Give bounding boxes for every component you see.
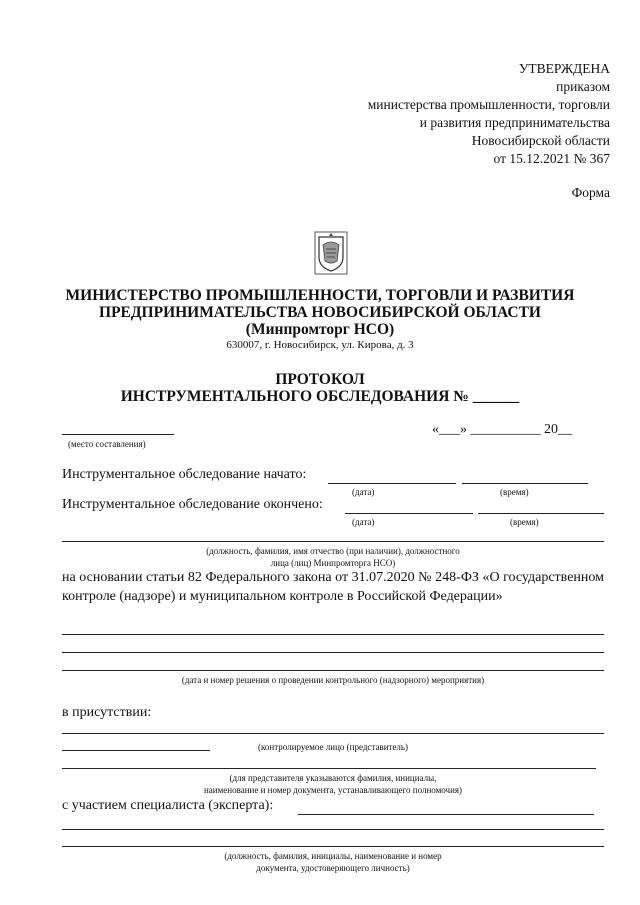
representative-caption-2: наименование и номер документа, устанавливающего полномочия) — [203, 785, 463, 795]
approval-date-number: от 15.12.2021 № 367 — [493, 151, 610, 166]
end-date-caption: (дата) — [352, 517, 375, 527]
expert-line-2[interactable] — [62, 829, 604, 830]
approval-ministry: министерства промышленности, торговли — [367, 97, 610, 112]
decision-line-2[interactable] — [62, 652, 604, 653]
start-time-line[interactable] — [462, 483, 588, 484]
start-date-line[interactable] — [328, 483, 456, 484]
expert-caption-1: (должность, фамилия, инициалы, наименование и номер — [224, 851, 442, 861]
date-field[interactable]: «___» __________ 20__ — [432, 422, 572, 437]
approval-order: приказом — [556, 79, 610, 94]
decision-line-1[interactable] — [62, 634, 604, 635]
approval-ministry-2: и развития предпринимательства — [419, 115, 610, 130]
expert-label: с участием специалиста (эксперта): — [62, 798, 274, 813]
representative-line[interactable] — [62, 768, 596, 769]
started-label: Инструментальное обследование начато: — [62, 467, 307, 482]
approval-region: Новосибирской области — [471, 133, 610, 148]
start-date-caption: (дата) — [352, 487, 375, 497]
start-time-caption: (время) — [500, 487, 529, 497]
expert-caption-2: документа, удостоверяющего личность) — [256, 863, 410, 873]
place-caption: (место составления) — [68, 439, 146, 449]
presence-label: в присутствии: — [62, 705, 152, 720]
official-line[interactable] — [62, 541, 604, 542]
end-date-line[interactable] — [345, 513, 473, 514]
presence-line-1[interactable] — [62, 733, 604, 734]
approval-title: УТВЕРЖДЕНА — [518, 61, 610, 76]
official-caption-1: (должность, фамилия, имя отчество (при наличии), должностного — [206, 546, 460, 556]
ended-label: Инструментальное обследование окончено: — [62, 497, 323, 512]
protocol-subtitle: ИНСТРУМЕНТАЛЬНОГО ОБСЛЕДОВАНИЯ № ______ — [120, 388, 520, 405]
expert-line-3[interactable] — [62, 846, 604, 847]
end-time-line[interactable] — [478, 513, 604, 514]
org-name-line1: МИНИСТЕРСТВО ПРОМЫШЛЕННОСТИ, ТОРГОВЛИ И РАЗВИТИЯ — [65, 287, 575, 304]
representative-caption-1: (для представителя указываются фамилия, инициалы, — [229, 773, 437, 783]
expert-line-1[interactable] — [298, 814, 594, 815]
approval-block — [368, 60, 610, 168]
end-time-caption: (время) — [510, 517, 539, 527]
decision-caption: (дата и номер решения о проведении контрольного (надзорного) мероприятия) — [181, 675, 485, 685]
place-field-line[interactable] — [62, 434, 174, 435]
org-address: 630007, г. Новосибирск, ул. Кирова, д. 3 — [226, 339, 414, 351]
presence-line-2[interactable] — [62, 750, 210, 751]
org-name-line2: ПРЕДПРИНИМАТЕЛЬСТВА НОВОСИБИРСКОЙ ОБЛАСТИ — [99, 304, 541, 321]
basis-text: на основании статьи 82 Федерального закона от 31.07.2020 № 248-ФЗ «О государственном контроле (надзоре) и муниципальном контроле в Российской Федерации» — [62, 570, 604, 604]
coat-of-arms-emblem — [314, 231, 348, 275]
decision-line-3[interactable] — [62, 670, 604, 671]
controlled-person-caption: (контролируемое лицо (представитель) — [258, 742, 409, 752]
protocol-title: ПРОТОКОЛ — [275, 371, 365, 388]
official-caption-2: лица (лиц) Минпромторга НСО) — [270, 558, 396, 568]
form-label: Форма — [571, 185, 610, 200]
org-short-name: (Минпромторг НСО) — [245, 321, 395, 338]
